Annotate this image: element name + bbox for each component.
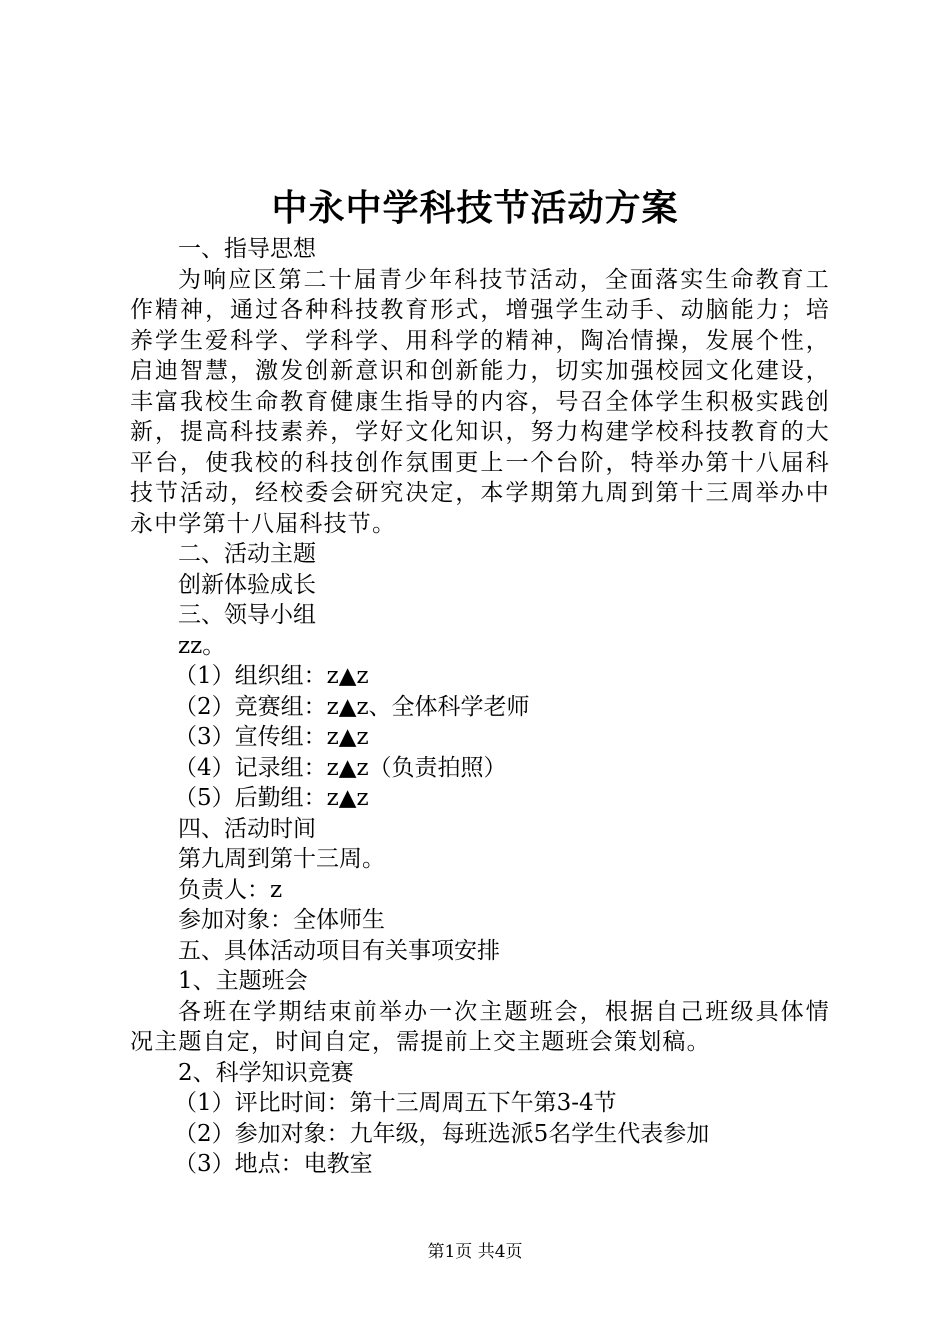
group-item: （4）记录组：z▲z（负责拍照） [174, 754, 507, 781]
page-number-footer: 第1页 共4页 [427, 1242, 523, 1262]
group-item: （1）组织组：z▲z [174, 663, 369, 689]
section-heading-theme: 二、活动主题 [178, 541, 316, 567]
item-heading-science-quiz: 2、科学知识竞赛 [178, 1059, 354, 1086]
section-heading-activity-items: 五、具体活动项目有关事项安排 [178, 937, 500, 964]
theme-text: 创新体验成长 [178, 571, 316, 598]
section-heading-leadership-group: 三、领导小组 [178, 602, 316, 628]
person-in-charge: 负责人：z [178, 876, 283, 903]
group-item: （5）后勤组：z▲z [174, 785, 369, 811]
section-heading-guiding-ideology: 一、指导思想 [178, 236, 316, 262]
document-body [130, 234, 830, 1180]
group-item: （2）竞赛组：z▲z、全体科学老师 [174, 693, 530, 720]
quiz-detail: （3）地点：电教室 [174, 1151, 373, 1177]
group-item: （3）宣传组：z▲z [174, 724, 369, 750]
paragraph-theme-class-meeting: 各班在学期结束前举办一次主题班会，根据自己班级具体情况主题自定，时间自定，需提前上交主题班会策划稿。 [130, 998, 830, 1055]
activity-time-text: 第九周到第十三周。 [178, 846, 385, 872]
item-heading-theme-class-meeting: 1、主题班会 [178, 968, 308, 994]
quiz-detail: （2）参加对象：九年级，每班选派5名学生代表参加 [174, 1120, 710, 1147]
quiz-detail: （1）评比时间：第十三周周五下午第3-4节 [174, 1090, 617, 1116]
document-title: 中永中学科技节活动方案 [271, 187, 679, 229]
section-heading-activity-time: 四、活动时间 [178, 815, 316, 842]
participants: 参加对象：全体师生 [178, 907, 385, 933]
paragraph-guiding-ideology: 为响应区第二十届青少年科技节活动，全面落实生命教育工作精神，通过各种科技教育形式，增强学生动手、动脑能力；培养学生爱科学、学科学、用科学的精神，陶冶情操，发展个性，启迪智慧，激发创新意识和创新能力，切实加强校园文化建设，丰富我校生命教育健康生指导的内容，号召全体学生积极实践创新，提高科技素养，学好文化知识，努力构建学校科技教育的大平台，使我校的科技创作氛围更上一个台阶，特举办第十八届科技节活动，经校委会研究决定，本学期第九周到第十三周举办中永中学第十八届科技节。 [130, 266, 830, 537]
leadership-text: zz。 [178, 632, 226, 659]
